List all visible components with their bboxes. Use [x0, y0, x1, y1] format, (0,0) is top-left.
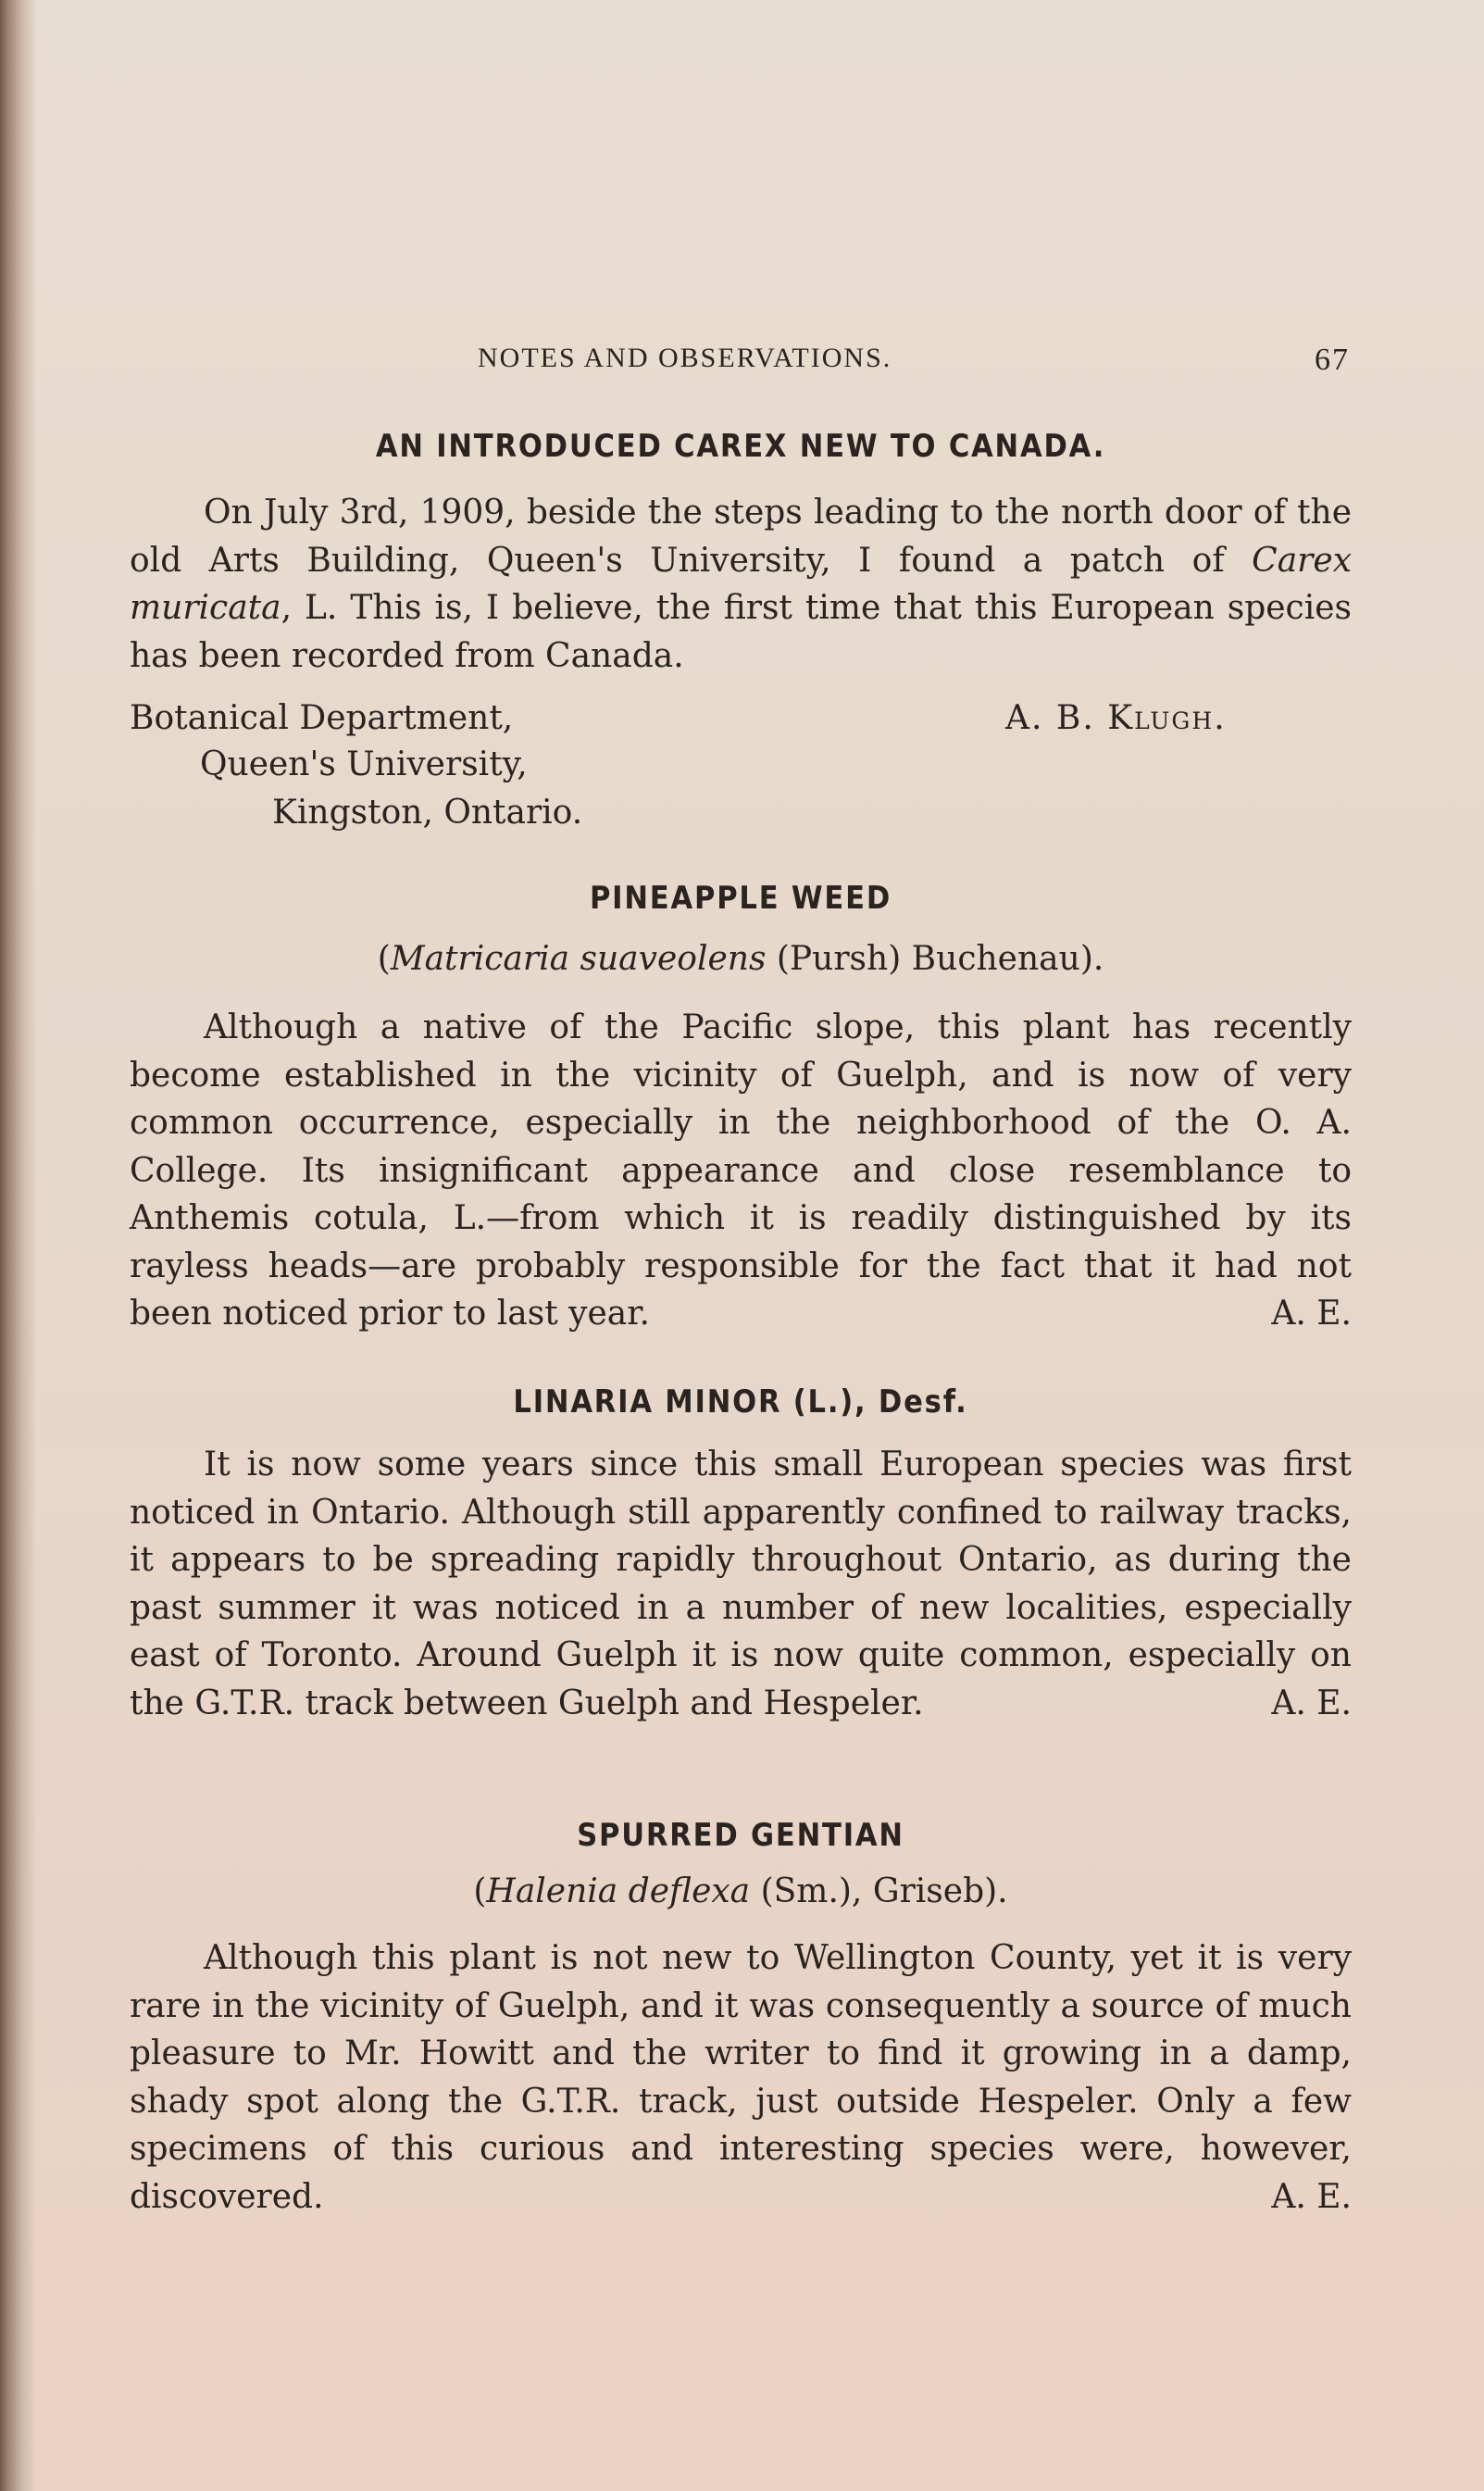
article-title-pineapple-weed: PINEAPPLE WEED	[589, 880, 892, 917]
running-head	[130, 343, 1352, 380]
page-binding-shadow	[0, 0, 37, 2491]
article-body-carex	[130, 489, 1352, 680]
pineapple-species-name: Matricaria suaveolens	[390, 940, 767, 978]
pineapple-authority: (Pursh) Buchenau).	[776, 940, 1104, 978]
carex-species-name: Carex muricata	[130, 541, 1352, 627]
address-line-2: Queen's University,	[200, 745, 528, 783]
gentian-species-name: Halenia deflexa	[486, 1872, 751, 1910]
pineapple-body-text: Although a native of the Pacific slope, this plant has recently become established in the vicinity of Guelph, and is now of very common occurrence, especially in the neighborhood of the O. A. College. Its insignificant appearance and close resemblance to Anthemis cotula, L.—from which it is readily distinguished by its rayless heads—are probably responsible for the fact that it had not been noticed prior to last year.	[130, 1008, 1352, 1333]
article-title-linaria: LINARIA MINOR (L.), Desf.	[513, 1383, 968, 1421]
gentian-signoff: A. E.	[1271, 2177, 1352, 2216]
page-number: 67	[1315, 343, 1350, 377]
carex-text-part2: , L. This is, I believe, the first time that this European species has been recorded from Canada.	[130, 589, 1352, 675]
gentian-body-text: Although this plant is not new to Wellington County, yet it is very rare in the vicinity of Guelph, and it was consequently a source of much pleasure to Mr. Howitt and the writer to find it growing in a damp, shady spot along the G.T.R. track, just outside Hespeler. Only a few specimens of this curious and interesting species were, however, discovered.	[130, 1939, 1352, 2216]
article-subtitle-pineapple-weed: (Matricaria suaveolens (Pursh) Buchenau).	[377, 940, 1104, 978]
running-head-title: NOTES AND OBSERVATIONS.	[478, 343, 892, 373]
linaria-body-text: It is now some years since this small European species was first noticed in Ontario. Although still apparently confined to railway tracks, it appears to be spreading rapidly throughout Ontario, as during the past summer it was noticed in a number of new localities, especially east of Toronto. Around Guelph it is now quite common, especially on the G.T.R. track between Guelph and Hespeler.	[130, 1446, 1352, 1722]
article-title-carex: AN INTRODUCED CAREX NEW TO CANADA.	[375, 428, 1106, 465]
article-subtitle-spurred-gentian: (Halenia deflexa (Sm.), Griseb).	[473, 1872, 1008, 1910]
article-body-pineapple-weed	[130, 1004, 1352, 1338]
article-body-spurred-gentian	[130, 1934, 1352, 2221]
author-signature: A. B. Klugh.	[1005, 699, 1227, 737]
gentian-authority: (Sm.), Griseb).	[760, 1872, 1008, 1910]
article-body-linaria	[130, 1441, 1352, 1727]
article-title-spurred-gentian: SPURRED GENTIAN	[577, 1817, 904, 1854]
carex-text-part1: On July 3rd, 1909, beside the steps leading to the north door of the old Arts Building, Queen's University, I found a patch of	[130, 494, 1352, 580]
address-line-3: Kingston, Ontario.	[272, 794, 583, 832]
address-line-1: Botanical Department,	[130, 699, 514, 737]
pineapple-signoff: A. E.	[1271, 1295, 1352, 1333]
linaria-signoff: A. E.	[1271, 1684, 1352, 1722]
